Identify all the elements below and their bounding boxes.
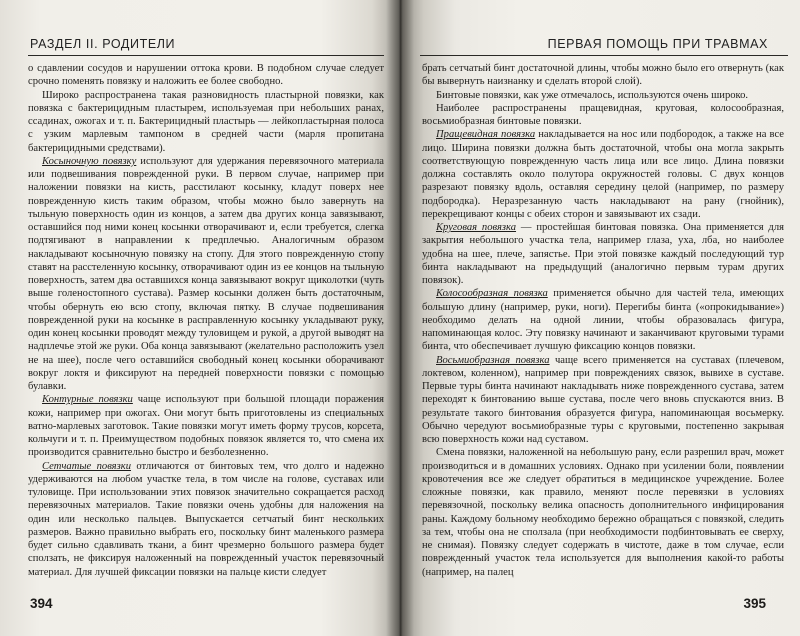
paragraph — [422, 128, 784, 221]
paragraph-term: Пращевидная повязка — [436, 129, 536, 141]
paragraph-term: Восьмиобразная повязка — [436, 354, 550, 366]
header-rule-right — [420, 55, 788, 56]
right-page-body — [422, 62, 784, 579]
left-page-body — [28, 62, 384, 579]
paragraph-text: накладывается на нос или подбородок, а также на все лицо. Ширина повязки должна быть достаточной, чтобы она могла закрыть соответствующую поврежденную часть лица или все лицо. Длина повязки должна составлять около полутора окружностей головы. С двух концов разрезают повязку вдоль, оставляя середину целой (например, по размеру подбородка). Неразрезанную часть накладывают на рану (гнойник), перекрещивают концы с обеих сторон и завязывают их сзади. — [422, 129, 784, 220]
page-number-right: 395 — [743, 596, 766, 611]
paragraph-text: Смена повязки, наложенной на небольшую рану, если разрешил врач, может производиться и в домашних условиях. Однако при усилении боли, появлении кровотечения все же следует обратиться в медицинское учреждение. Более сложные повязки, как правило, меняют после перевязки в условиях перевязочной, поскольку велика опасность дополнительного инфицирования раны. Каждому больному необходимо бережно обращаться с повязкой, следить за тем, чтобы она не сползала (при необходимости подбинтовывать ее сверху, не снимая). Повязку следует содержать в чистоте, даже в том случае, если поврежденный участок тела используется для выполнения какой-то работы (например, на палец — [422, 447, 784, 578]
paragraph-text: чаще используют при большой площади поражения кожи, например при ожогах. Они могут быть приготовлены из специальных ватно-марлевых заготовок. Такие повязки могут иметь форму трусов, корсета, кольчуги и т. п. Преимуществом подобных повязок является то, что смена их производится сравнительно быстро и безболезненно. — [28, 394, 384, 459]
paragraph — [28, 89, 384, 155]
paragraph-text: брать сетчатый бинт достаточной длины, чтобы можно было его отвернуть (как бы вывернуть наизнанку и сделать второй слой). — [422, 63, 784, 88]
paragraph-term: Сетчатые повязки — [42, 460, 131, 472]
paragraph-text: применяется обычно для частей тела, имеющих большую длину (например, руки, ноги). Перегибы бинта («опрокидывание») необходимо делать на одной линии, чтобы образовалась фигура, напоминающая колос. Эту повязку начинают и заканчивают круговыми турами бинта, что обеспечивает лучшую фиксацию концов повязки. — [422, 288, 784, 353]
paragraph — [422, 62, 784, 89]
paragraph — [422, 102, 784, 129]
paragraph — [28, 393, 384, 459]
paragraph-text: о сдавлении сосудов и нарушении оттока крови. В подобном случае следует срочно поменять повязку и наложить ее более свободно. — [28, 63, 384, 88]
paragraph — [422, 221, 784, 287]
paragraph-text: — простейшая бинтовая повязка. Она применяется для закрытия небольшого участка тела, например глаза, уха, лба, но наиболее удобна на шее, плече, запястье. При этой повязке каждый последующий тур бинта накладывают на предыдущий (аналогично первым турам других повязок). — [422, 222, 784, 286]
paragraph — [422, 446, 784, 579]
paragraph — [422, 89, 784, 102]
running-head-left: РАЗДЕЛ II. РОДИТЕЛИ — [30, 37, 176, 51]
paragraph-text: отличаются от бинтовых тем, что долго и надежно удерживаются на любом участке тела, в том числе на голове, суставах или туловище. При использовании этих повязок значительно сокращается расход перевязочных материалов. Такие повязки очень удобны для наложения на один или несколько пальцев. Выпускается сетчатый бинт нескольких размеров. Важно правильно выбрать его, поскольку бинт маленького размера будет сильно сдавливать ткани, а бинт чрезмерно большого размера будет сползать, не фиксируя наложенный на поврежденный участок перевязочный материал. Для лучшей фиксации повязки на пальце кисти следует — [28, 460, 384, 578]
paragraph — [28, 155, 384, 394]
paragraph — [28, 460, 384, 579]
paragraph-text: Широко распространена такая разновидность пластырной повязки, как повязка с бактерицидным пластырем, используемая при небольших ранах, ссадинах, ожогах и т. п. Бактерицидный пластырь — лейкопластырная полоса с узким марлевым тампоном в средней части (марля пропитана бактерицидными средствами). — [28, 89, 384, 154]
running-head-right: ПЕРВАЯ ПОМОЩЬ ПРИ ТРАВМАХ — [547, 37, 768, 51]
paragraph-term: Колосообразная повязка — [436, 288, 548, 300]
paragraph — [422, 354, 784, 447]
paragraph — [28, 62, 384, 89]
paragraph-text: чаще всего применяется на суставах (плечевом, локтевом, коленном), например при повреждениях связок, вывихе в суставе. Первые туры бинта начинают накладывать ниже поврежденного сустава, затем переходят к бинтованию выше сустава, после чего вновь спускаются вниз. В результате такого бинтования образуется фигура, напоминающая восьмерку. Обычно чередуют восьмиобразные туры с круговыми, постепенно закрывая всю поверхность кожи над суставом. — [422, 354, 784, 445]
paragraph-text: используют для удержания перевязочного материала или подвешивания поврежденной руки. В первом случае, например при наложении повязки на кисть, расстилают косынку, кладут поверх нее поврежденную кисть таким образом, чтобы можно было завернуть на тыльную поверхность один из концов, а затем два других конца завязывают, оставшийся под ними конец косынки отворачивают и, если требуется, слегка подтягивают в направлении к предплечью. Аналогичным образом накладывают косыночную повязку на стопу. Для этого поврежденную стопу ставят на расстеленную косынку, отворачивают один из ее концов на тыльную поверхность, затем два оставшихся конца завязывают вокруг щиколотки (чуть выше голеностопного сустава). Размер косынки должен быть достаточным, чтобы обернуть ею всю стопу, включая пятку. В случае подвешивания поврежденной руки на косынке в расправленную косынку укладывают руку, один конец косынки проводят между туловищем и рукой, а другой выводят на надплечье этой же руки. Оба конца завязывают (желательно расположить узел не на шее), после чего оставшийся свободный конец косынки оборачивают вокруг локтя и фиксируют на передней поверхности повязки с помощью булавки. — [28, 155, 384, 392]
paragraph-term: Круговая повязка — [436, 222, 517, 233]
right-page — [400, 0, 800, 636]
paragraph-text: Наиболее распространены пращевидная, круговая, колосообразная, восьмиобразная бинтовые повязки. — [422, 102, 784, 127]
paragraph-text: Бинтовые повязки, как уже отмечалось, используются очень широко. — [436, 89, 749, 101]
page-number-left: 394 — [30, 596, 53, 611]
paragraph-term: Контурные повязки — [42, 394, 133, 406]
paragraph — [422, 287, 784, 353]
header-rule-left — [28, 55, 384, 56]
paragraph-term: Косыночную повязку — [42, 155, 137, 167]
